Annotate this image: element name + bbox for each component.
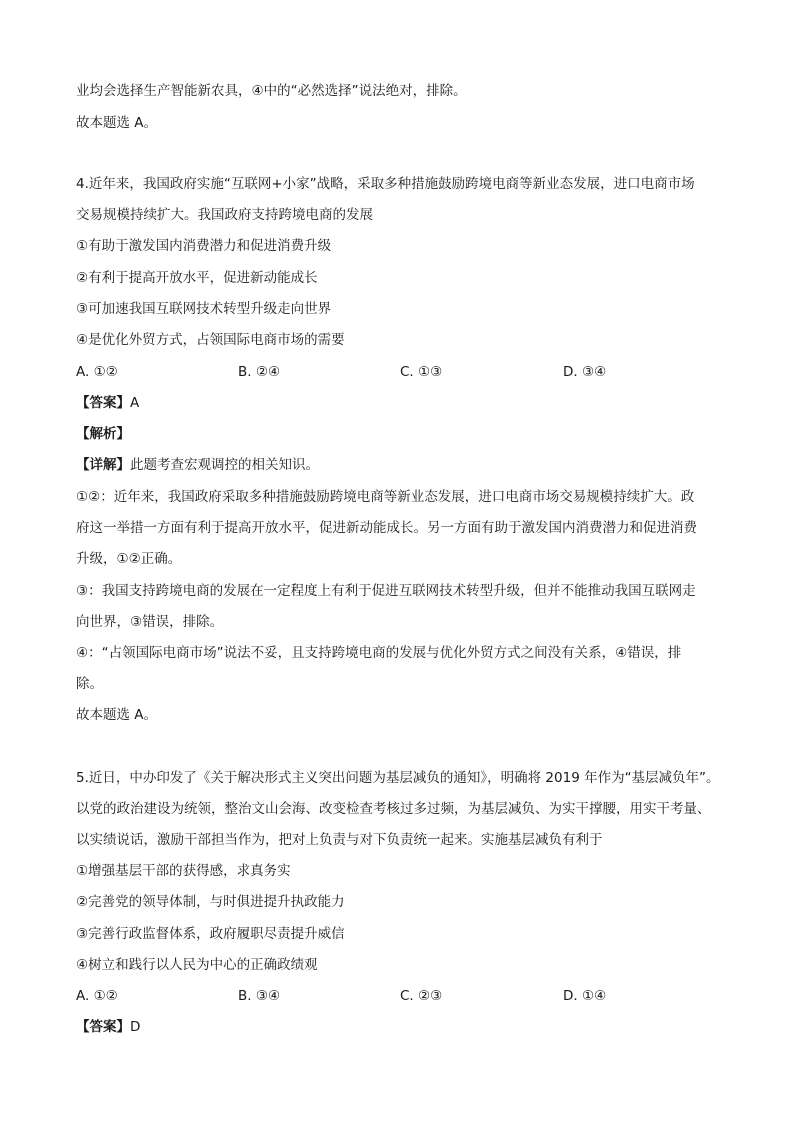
q4-explain-line: ①②：近年来，我国政府采取多种措施鼓励跨境电商等新业态发展，进口电商市场交易规模持续扩大。政 bbox=[76, 489, 695, 505]
q5-option-b: B. ③④ bbox=[238, 988, 281, 1004]
q4-option-a: A. ①② bbox=[76, 364, 118, 380]
q4-option-c: C. ①③ bbox=[400, 364, 443, 380]
answer-label: 【答案】 bbox=[76, 395, 130, 411]
q5-item-2: ②完善党的领导体制，与时俱进提升执政能力 bbox=[76, 894, 345, 910]
q4-conclusion: 故本题选 A。 bbox=[76, 707, 158, 723]
q5-stem-line-1: 5.近日，中办印发了《关于解决形式主义突出问题为基层减负的通知》，明确将 2019 年作为“基层减负年”。 bbox=[76, 770, 720, 786]
q4-detail bbox=[76, 455, 319, 475]
prev-explanation-line: 业均会选择生产智能新农具，④中的“必然选择”说法绝对，排除。 bbox=[76, 83, 467, 99]
q5-stem-line-3: 以实绩说话，激励干部担当作为，把对上负责与对下负责统一起来。实施基层减负有利于 bbox=[76, 832, 603, 848]
detail-text: 此题考查宏观调控的相关知识。 bbox=[130, 457, 319, 473]
q5-option-c: C. ②③ bbox=[400, 988, 443, 1004]
answer-label: 【答案】 bbox=[76, 1019, 130, 1035]
q4-explain-line: 升级，①②正确。 bbox=[76, 551, 182, 567]
q4-stem-line-2: 交易规模持续扩大。我国政府支持跨境电商的发展 bbox=[76, 207, 373, 223]
q4-option-d: D. ③④ bbox=[563, 364, 607, 380]
detail-label: 【详解】 bbox=[76, 457, 130, 473]
q5-item-3: ③完善行政监督体系，政府履职尽责提升威信 bbox=[76, 926, 345, 942]
q4-answer bbox=[76, 393, 139, 413]
q4-stem-line-1: 4.近年来，我国政府实施“互联网+小家”战略，采取多种措施鼓励跨境电商等新业态发展，进口电商市场 bbox=[76, 176, 695, 192]
q4-explain-line: ④：“占领国际电商市场”说法不妥，且支持跨境电商的发展与优化外贸方式之间没有关系，④错误，排 bbox=[76, 645, 682, 661]
q4-item-1: ①有助于激发国内消费潜力和促进消费升级 bbox=[76, 238, 332, 254]
q4-explain-line: 除。 bbox=[76, 676, 103, 692]
q5-item-1: ①增强基层干部的获得感，求真务实 bbox=[76, 863, 291, 879]
q4-option-b: B. ②④ bbox=[238, 364, 281, 380]
q4-item-4: ④是优化外贸方式，占领国际电商市场的需要 bbox=[76, 332, 345, 348]
q4-analysis-heading bbox=[76, 424, 130, 444]
answer-value: A bbox=[130, 395, 140, 411]
q4-explain-line: ③：我国支持跨境电商的发展在一定程度上有利于促进互联网技术转型升级，但并不能推动我国互联网走 bbox=[76, 583, 696, 599]
q5-item-4: ④树立和践行以人民为中心的正确政绩观 bbox=[76, 957, 318, 973]
q4-item-2: ②有利于提高开放水平，促进新动能成长 bbox=[76, 270, 318, 286]
q4-item-3: ③可加速我国互联网技术转型升级走向世界 bbox=[76, 301, 332, 317]
analysis-label: 【解析】 bbox=[76, 426, 130, 442]
answer-value: D bbox=[130, 1019, 141, 1035]
prev-conclusion: 故本题选 A。 bbox=[76, 115, 158, 131]
q5-answer bbox=[76, 1017, 140, 1037]
q4-explain-line: 向世界，③错误，排除。 bbox=[76, 614, 224, 630]
q5-option-d: D. ①④ bbox=[563, 988, 607, 1004]
q4-explain-line: 府这一举措一方面有利于提高开放水平，促进新动能成长。另一方面有助于激发国内消费潜力和促进消费 bbox=[76, 520, 697, 536]
q5-stem-line-2: 以党的政治建设为统领，整治文山会海、改变检查考核过多过频，为基层减负、为实干撑腰，用实干考量、 bbox=[76, 801, 711, 817]
q5-option-a: A. ①② bbox=[76, 988, 118, 1004]
